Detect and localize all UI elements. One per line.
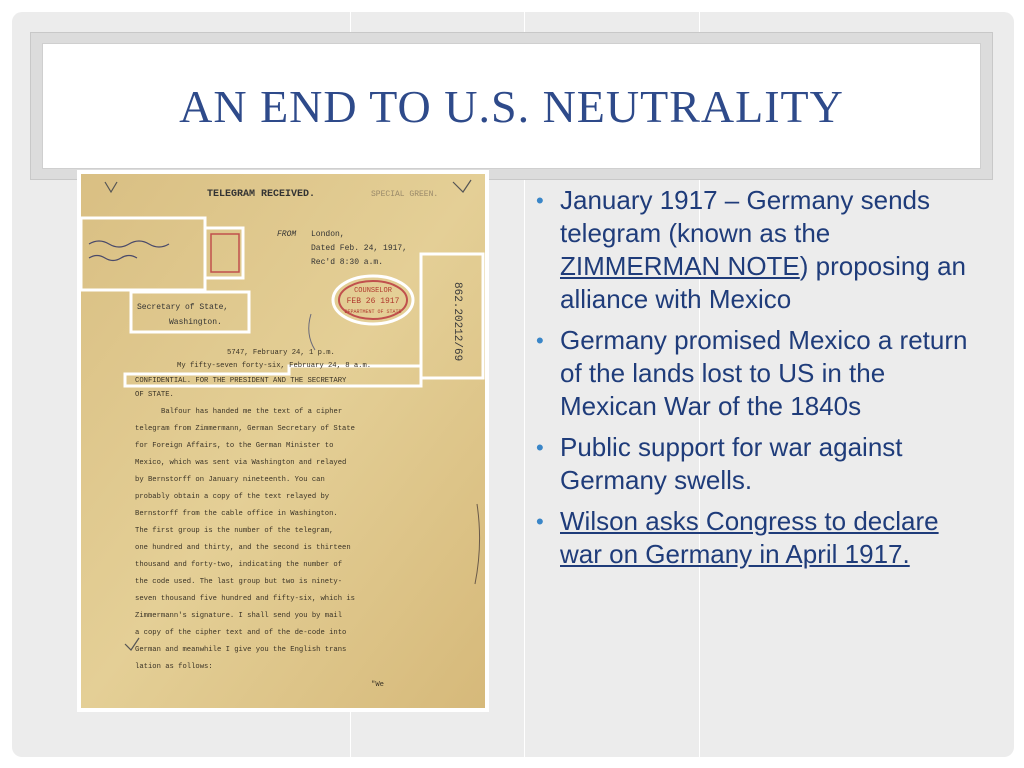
svg-text:5747, February 24, 1 p.m.: 5747, February 24, 1 p.m. — [227, 349, 335, 357]
svg-text:FEB 26 1917: FEB 26 1917 — [346, 297, 400, 306]
bullet-list — [530, 184, 970, 579]
wilson-congress-link[interactable]: Wilson asks Congress to declare war on Germany in April 1917. — [560, 506, 939, 569]
telegram-image — [77, 170, 489, 712]
slide — [12, 12, 1014, 757]
bullet-text: ) proposing an alliance with Mexico — [560, 251, 966, 314]
svg-text:Zimmermann's signature. I shal: Zimmermann's signature. I shall send you by mail — [135, 612, 343, 620]
svg-text:FROM: FROM — [277, 230, 297, 239]
svg-text:Washington.: Washington. — [169, 318, 222, 327]
bullet-text: January 1917 – Germany sends telegram (known as the — [560, 185, 930, 248]
svg-text:OF STATE.: OF STATE. — [135, 391, 174, 399]
svg-text:Balfour has handed me the text: Balfour has handed me the text of a cipher — [161, 408, 343, 416]
zimmerman-note-link[interactable]: ZIMMERMAN NOTE — [560, 251, 800, 281]
list-item — [530, 505, 970, 571]
svg-text:German and meanwhile I give yo: German and meanwhile I give you the English trans — [135, 646, 347, 654]
svg-text:probably obtain a copy of the: probably obtain a copy of the text relayed by — [135, 493, 330, 501]
svg-text:lation as follows:: lation as follows: — [135, 663, 213, 671]
list-item — [530, 324, 970, 423]
svg-text:seven thousand five hundred an: seven thousand five hundred and fifty-six, which is — [135, 595, 355, 603]
svg-text:CONFIDENTIAL. FOR THE PRESIDEN: CONFIDENTIAL. FOR THE PRESIDENT AND THE SECRETARY — [135, 377, 347, 385]
svg-text:Rec'd 8:30 a.m.: Rec'd 8:30 a.m. — [311, 258, 384, 267]
svg-text:DEPARTMENT OF STATE: DEPARTMENT OF STATE — [344, 309, 402, 315]
svg-text:one hundred and thirty, and th: one hundred and thirty, and the second is thirteen — [135, 544, 351, 552]
svg-text:Bernstorff from the cable offi: Bernstorff from the cable office in Washington. — [135, 510, 338, 518]
bullet-text: Public support for war against Germany swells. — [560, 432, 903, 495]
svg-text:London,: London, — [311, 230, 345, 239]
svg-text:Secretary of State,: Secretary of State, — [137, 303, 229, 312]
bullet-icon: • — [536, 509, 544, 534]
bullet-icon: • — [536, 328, 544, 353]
svg-text:the code used. The last group: the code used. The last group but two is ninety- — [135, 578, 343, 586]
title-box — [42, 43, 981, 169]
bullet-text: Germany promised Mexico a return of the lands lost to US in the Mexican War of the 1840s — [560, 325, 968, 421]
telegram-document — [81, 174, 485, 708]
svg-text:The first group is the number: The first group is the number of the telegram, — [135, 527, 334, 535]
svg-text:Mexico, which was sent via Was: Mexico, which was sent via Washington and relayed — [135, 459, 347, 467]
svg-text:telegram from Zimmermann, Germ: telegram from Zimmermann, German Secretary of State — [135, 425, 355, 433]
svg-text:thousand and forty-two, indica: thousand and forty-two, indicating the number of — [135, 561, 343, 569]
svg-text:by Bernstorff on January ninet: by Bernstorff on January nineteenth. You can — [135, 476, 325, 484]
bullet-icon: • — [536, 188, 544, 213]
svg-text:SPECIAL GREEN.: SPECIAL GREEN. — [371, 190, 439, 199]
svg-text:a copy of the cipher text and: a copy of the cipher text and of the de-code into — [135, 629, 347, 637]
svg-text:Dated Feb. 24, 1917,: Dated Feb. 24, 1917, — [311, 244, 408, 253]
svg-text:COUNSELOR: COUNSELOR — [354, 287, 392, 295]
title-frame — [30, 32, 993, 180]
svg-text:My fifty-seven forty-six, Febr: My fifty-seven forty-six, February 24, 8 a.m. — [177, 362, 372, 370]
svg-text:for Foreign Affairs, to the Ge: for Foreign Affairs, to the German Minister to — [135, 442, 334, 450]
svg-text:862.20212/69: 862.20212/69 — [451, 282, 463, 362]
svg-text:"We: "We — [371, 681, 384, 689]
list-item — [530, 184, 970, 316]
telegram-header: TELEGRAM RECEIVED. — [207, 189, 316, 200]
bullet-icon: • — [536, 435, 544, 460]
list-item — [530, 431, 970, 497]
slide-title: AN END TO U.S. NEUTRALITY — [179, 80, 844, 132]
